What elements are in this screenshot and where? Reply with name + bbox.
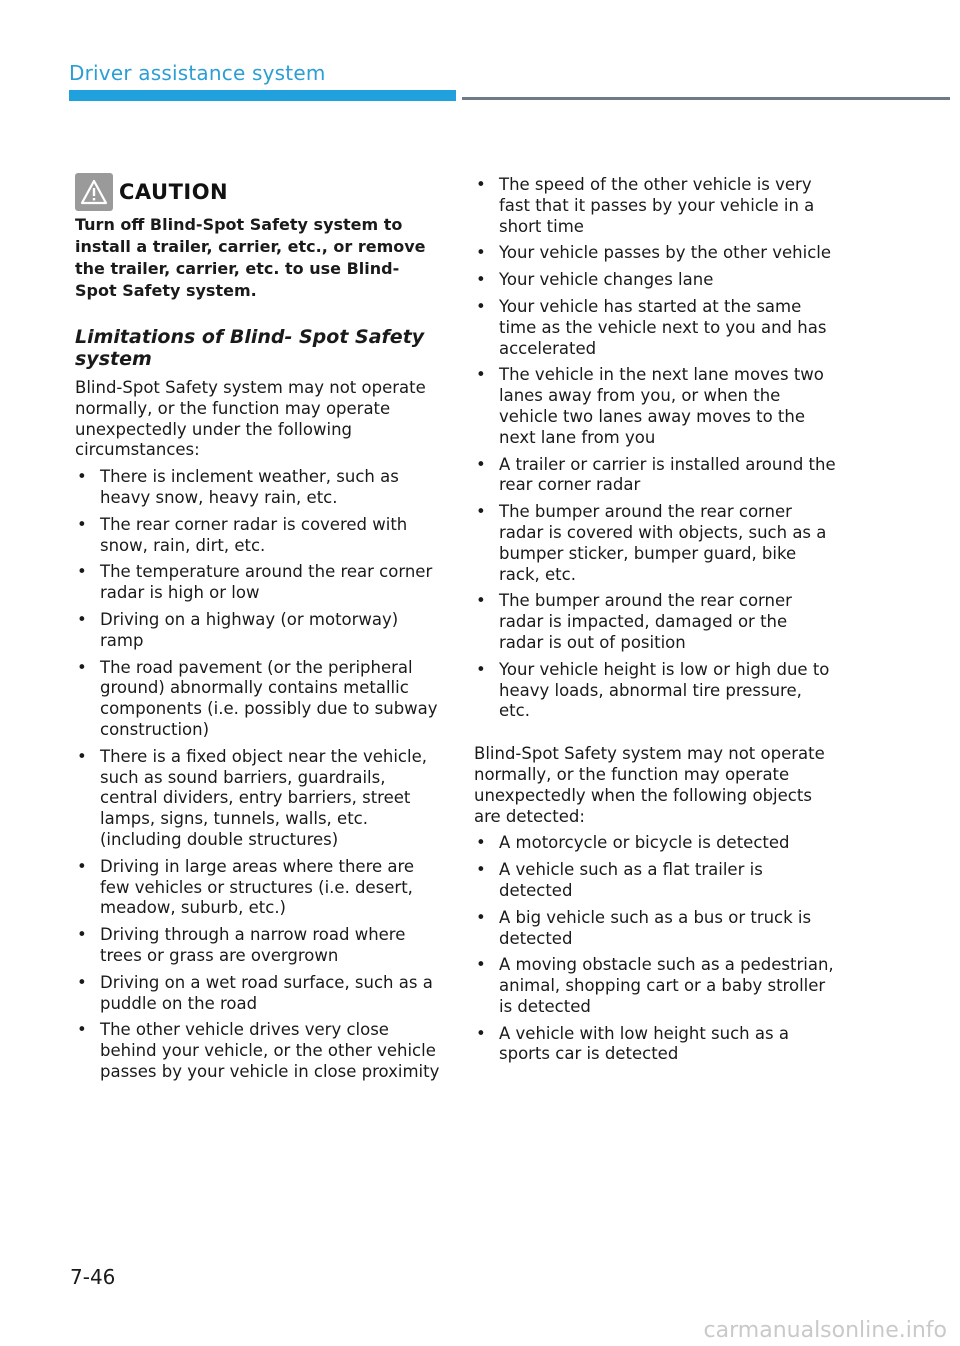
caution-header (75, 172, 440, 212)
caution-text: Turn off Blind-Spot Safety system to install a trailer, carrier, etc., or remove the trailer, carrier, etc. to use Blind-Spot Safety system. (75, 215, 426, 300)
objects-intro: Blind-Spot Safety system may not operate normally, or the function may operate unexpectedly when the following objects are detected: (474, 744, 825, 826)
list-item: • The vehicle in the next lane moves two lanes away from you, or when the vehicle two lanes away moves to the next lane from you (476, 365, 824, 447)
header-rule-gray (462, 97, 950, 100)
list-item: • The other vehicle drives very close behind your vehicle, or the other vehicle passes by your vehicle in close proximity (77, 1020, 440, 1081)
list-item: • Your vehicle has started at the same time as the vehicle next to you and has accelerated (476, 296, 827, 358)
header-title: Driver assistance system (69, 61, 326, 85)
list-item: • Driving in large areas where there are few vehicles or structures (i.e. desert, meadow, suburb, etc.) (77, 856, 415, 918)
list-item: • A motorcycle or bicycle is detected (476, 833, 790, 853)
list-item: • A big vehicle such as a bus or truck is detected (476, 907, 812, 948)
list-item: • A vehicle such as a flat trailer is detected (476, 860, 763, 900)
right-column (474, 175, 836, 1071)
list-item: • The bumper around the rear corner radar is covered with objects, such as a bumper sticker, bumper guard, bike rack, etc. (476, 502, 827, 584)
caution-label: CAUTION (119, 180, 229, 204)
list-item: • There is inclement weather, such as heavy snow, heavy rain, etc. (77, 467, 399, 507)
left-column (75, 172, 440, 1089)
list-item: • Driving on a wet road surface, such as a puddle on the road (77, 972, 433, 1013)
list-item: • Your vehicle changes lane (476, 270, 714, 290)
watermark: carmanualsonline.info (703, 1318, 947, 1343)
right-bullet-list (474, 175, 836, 722)
list-item: • Driving on a highway (or motorway) ramp (77, 609, 399, 650)
list-item: • The bumper around the rear corner radar is impacted, damaged or the radar is out of position (476, 591, 792, 652)
object-bullet-list (474, 833, 836, 1065)
list-item: • A vehicle with low height such as a sports car is detected (476, 1023, 789, 1064)
list-item: • A moving obstacle such as a pedestrian, animal, shopping cart or a baby stroller is detected (476, 955, 834, 1016)
warning-triangle-icon (75, 173, 113, 211)
section-title: Limitations of Blind- Spot Safety system (75, 326, 425, 370)
list-item: • The road pavement (or the peripheral ground) abnormally contains metallic components (i.e. possibly due to subway construction) (77, 657, 438, 739)
list-item: • Your vehicle passes by the other vehicle (476, 243, 832, 263)
list-item: • There is a fixed object near the vehicle, such as sound barriers, guardrails, central dividers, entry barriers, street lamps, signs, tunnels, walls, etc. (including double structures) (77, 746, 427, 849)
list-item: • A trailer or carrier is installed around the rear corner radar (476, 454, 836, 495)
left-bullet-list (75, 467, 440, 1083)
list-item: • The temperature around the rear corner radar is high or low (77, 562, 433, 603)
list-item: • Your vehicle height is low or high due to heavy loads, abnormal tire pressure, etc. (476, 659, 830, 721)
list-item: • Driving through a narrow road where trees or grass are overgrown (77, 925, 406, 965)
list-item: • The speed of the other vehicle is very fast that it passes by your vehicle in a short time (476, 175, 815, 236)
page-number: 7-46 (70, 1265, 116, 1289)
header-rule-blue (69, 90, 456, 101)
list-item: • The rear corner radar is covered with snow, rain, dirt, etc. (77, 514, 408, 555)
section-intro: Blind-Spot Safety system may not operate normally, or the function may operate unexpectedly under the following circumstances: (75, 378, 426, 460)
